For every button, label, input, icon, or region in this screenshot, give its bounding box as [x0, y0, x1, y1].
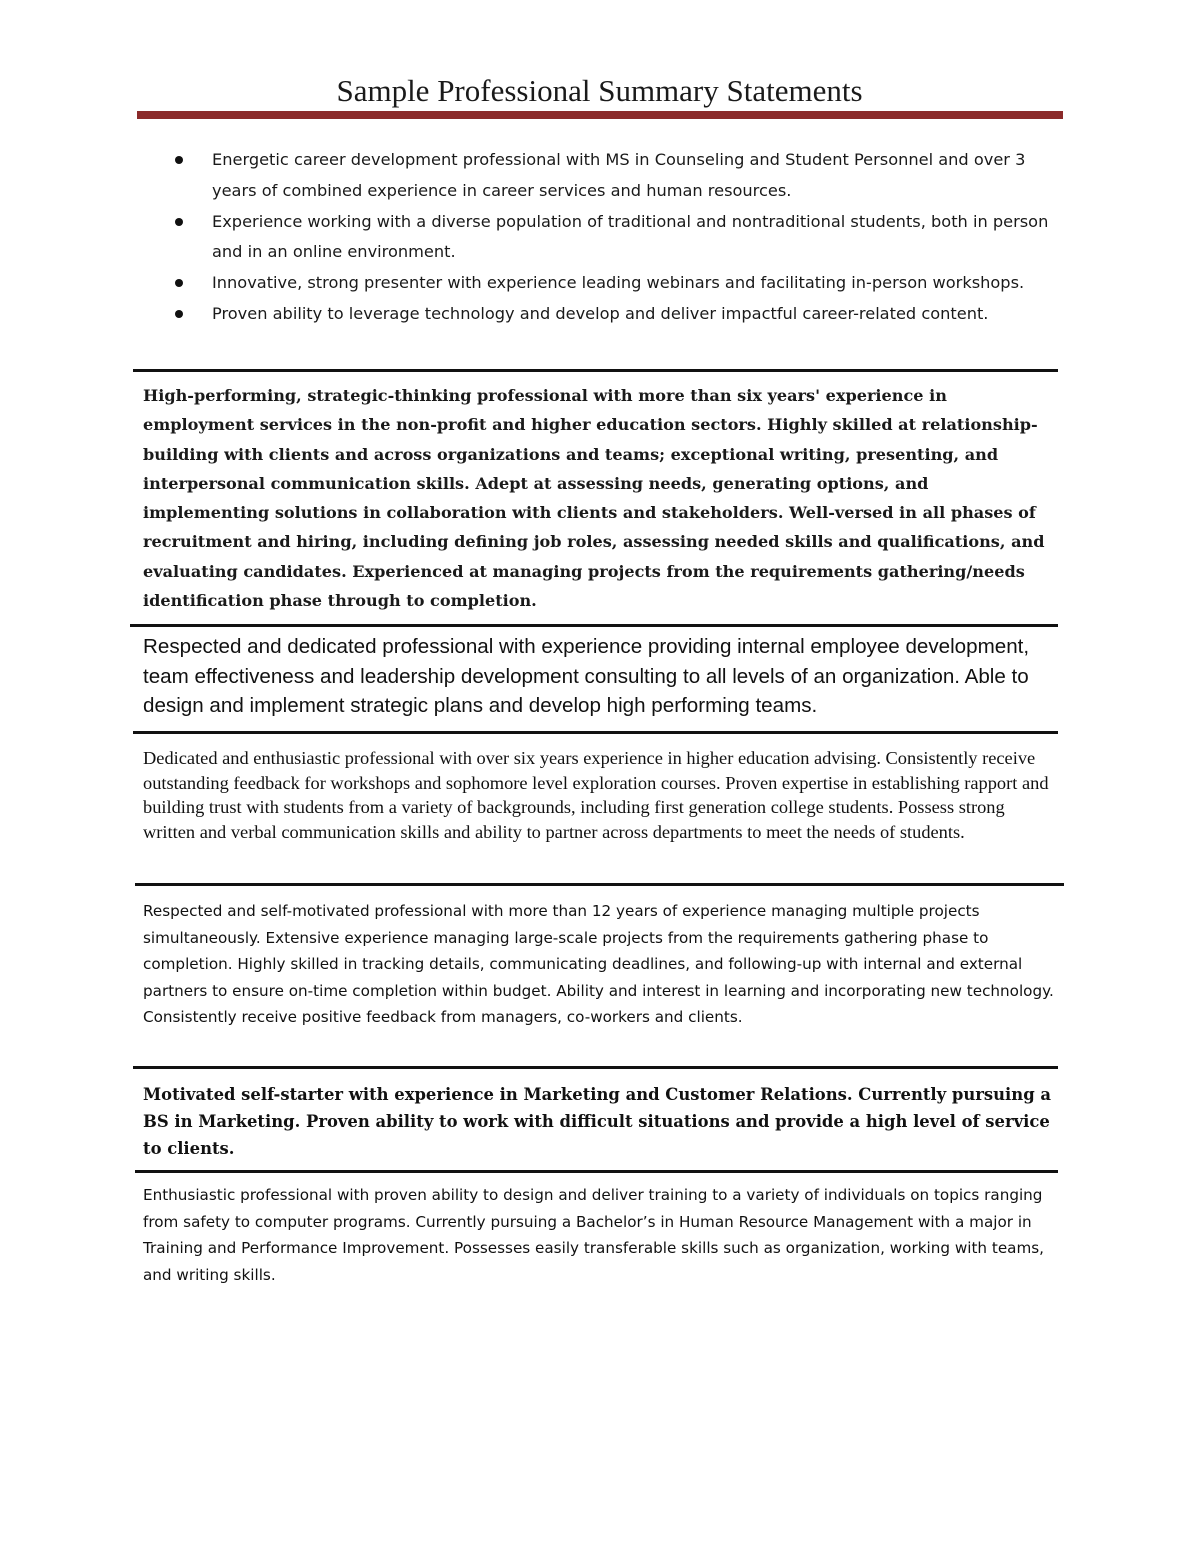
title-underline-rule: [137, 111, 1063, 119]
bullet-icon: [175, 156, 183, 164]
bullet-icon: [175, 218, 183, 226]
summary-statement: High-performing, strategic-thinking professional with more than six years' experience in employment services in the non-profit and higher education sectors. Highly skilled at relationship-building with clients and across organizations and teams; exceptional writing, presenting, and interpersonal communication skills. Adept at assessing needs, generating options, and implementing solutions in collaboration with clients and stakeholders. Well-versed in all phases of recruitment and hiring, including defining job roles, assessing needed skills and qualifications, and evaluating candidates. Experienced at managing projects from the requirements gathering/needs identification phase through to completion.: [143, 386, 1045, 611]
bullet-list-item: [172, 207, 1062, 269]
summary-bullet-list: [172, 145, 1062, 330]
summary-statement: Motivated self-starter with experience in Marketing and Customer Relations. Currently pursuing a BS in Marketing. Proven ability to work with difficult situations and provide a high level of service to clients.: [143, 1085, 1051, 1159]
section-divider: [135, 1170, 1058, 1173]
section-divider: [130, 624, 1058, 627]
summary-statement: Respected and dedicated professional with experience providing internal employee development, team effectiveness and leadership development consulting to all levels of an organization. Able to design and implement strategic plans and develop high performing teams.: [143, 635, 1030, 717]
summary-statement: Respected and self-motivated professional with more than 12 years of experience managing multiple projects simultaneously. Extensive experience managing large-scale projects from the requirements gathering phase to completion. Highly skilled in tracking details, communicating deadlines, and following-up with internal and external partners to ensure on-time completion within budget. Ability and interest in learning and incorporating new technology. Consistently receive positive feedback from managers, co-workers and clients.: [143, 902, 1054, 1027]
summary-statement: Dedicated and enthusiastic professional with over six years experience in higher education advising. Consistently receive outstanding feedback for workshops and sophomore level exploration courses. Proven expertise in establishing rapport and building trust with students from a variety of backgrounds, including first generation college students. Possess strong written and verbal communication skills and ability to partner across departments to meet the needs of students.: [143, 748, 1049, 842]
bullet-text: Innovative, strong presenter with experience leading webinars and facilitating in-person workshops.: [212, 273, 1025, 293]
bullet-text: Proven ability to leverage technology and develop and deliver impactful career-related content.: [212, 303, 989, 323]
section-divider: [133, 369, 1058, 372]
bullet-icon: [175, 279, 183, 287]
bullet-list-item: [172, 299, 1062, 330]
section-divider: [135, 883, 1064, 886]
bullet-icon: [175, 310, 183, 318]
bullet-list-item: [172, 268, 1062, 299]
summary-statement: Enthusiastic professional with proven ability to design and deliver training to a variety of individuals on topics ranging from safety to computer programs. Currently pursuing a Bachelor’s in Human Resource Management with a major in Training and Performance Improvement. Possesses easily transferable skills such as organization, working with teams, and writing skills.: [143, 1186, 1045, 1284]
bullet-list-item: [172, 145, 1062, 207]
bullet-text: Energetic career development professional with MS in Counseling and Student Personnel and over 3 years of combined experience in career services and human resources.: [212, 150, 1026, 200]
section-divider: [133, 1066, 1058, 1069]
page-title: Sample Professional Summary Statements: [336, 73, 863, 108]
bullet-text: Experience working with a diverse population of traditional and nontraditional students, both in person and in an online environment.: [212, 211, 1049, 262]
section-divider: [133, 731, 1058, 734]
